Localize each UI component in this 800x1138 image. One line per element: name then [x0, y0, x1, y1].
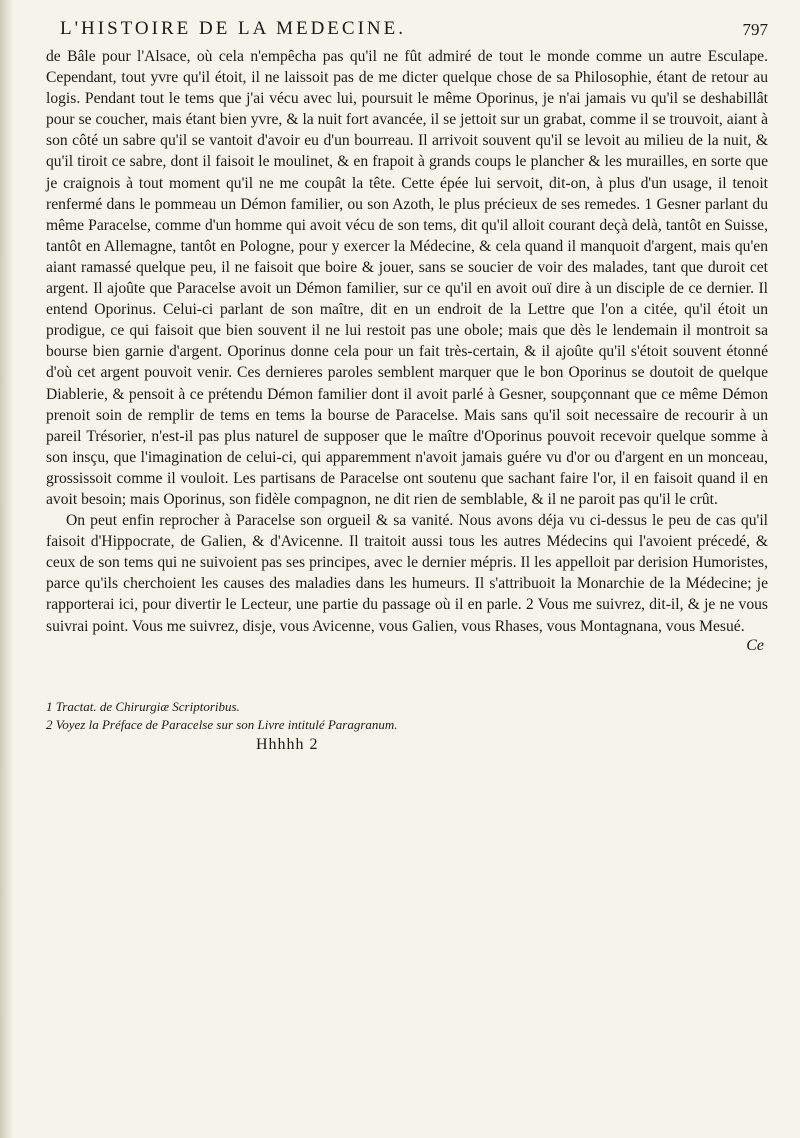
paragraph-oporinus-account: de Bâle pour l'Alsace, où cela n'empêcha pas qu'il ne fût admiré de tout le monde comme un autre Esculape. Cependant, tout yvre qu'il étoit, il ne laissoit pas de me dicter quelque chose de sa Philosophie, étant de retour au logis. Pendant tout le tems que j'ai vécu avec lui, poursuit le même Oporinus, je n'ai jamais vu qu'il se deshabillât pour se coucher, mais étant bien yvre, & la nuit fort avancée, il se jettoit sur un grabat, comme il se trouvoit, aiant à son côté un sabre qu'il se vantoit d'avoir eu d'un bourreau. Il arrivoit souvent qu'il se levoit au milieu de la nuit, & qu'il tiroit ce sabre, dont il faisoit le moulinet, & en frapoit à grands coups le plancher & les murailles, en sorte que je craignois à tout moment qu'il ne me coupât la tête. Cette épée lui servoit, dit-on, à plus d'un usage, il tenoit renfermé dans le pommeau un Démon familier, ou son Azoth, le plus précieux de ses remedes. 1 Gesner parlant du même Paracelse, comme d'un homme qui avoit vécu de son tems, dit qu'il alloit courant deçà delà, tantôt en Suisse, tantôt en Allemagne, tantôt en Pologne, pour y exercer la Médecine, & cela quand il manquoit d'argent, mais qu'en aiant ramassé quelque peu, il ne faisoit que boire & jouer, sans se soucier de voir des malades, tant que duroit cet argent. Il ajoûte que Paracelse avoit un Démon familier, sur ce qu'il en avoit ouï dire à un disciple de ce dernier. Il entend Oporinus. Celui-ci parlant de son maître, dit en un endroit de la Lettre que l'on a citée, qu'il étoit un prodigue, ce qui faisoit que bien souvent il ne lui restoit pas une obole; mais que dès le lendemain il montroit sa bourse bien garnie d'argent. Oporinus donne cela pour un fait très-certain, & il ajoûte qu'il s'étoit souvent étonné d'où cet argent pouvoit venir. Ces dernieres paroles semblent marquer que le bon Oporinus se doutoit de quelque Diablerie, & pensoit à ce prétendu Démon familier dont il avoit parlé à Gesner, soupçonnant que ce même Démon prenoit soin de remplir de tems en tems la bourse de Paracelse. Mais sans qu'il soit necessaire de recourir à un pareil Trésorier, n'est-il pas plus naturel de supposer que le maître d'Oporinus pouvoit recevoir quelque somme à son insçu, que l'imagination de celui-ci, qui apparemment n'avoit jamais guére vu d'or ou d'argent en un monceau, grossissoit comme il vouloit. Les partisans de Paracelse ont soutenu que sachant faire l'or, il en faisoit quand il en avoit besoin; mais Oporinus, son fidèle compagnon, ne dit rien de semblable, & il ne paroit pas qu'il le crût. [46, 48, 768, 508]
footnotes [46, 698, 768, 734]
body-text [46, 46, 768, 637]
catchword: Ce [746, 636, 764, 654]
book-page [46, 14, 768, 754]
footnote-2: 2 Voyez la Préface de Paracelse sur son Livre intitulé Paragranum. [46, 716, 398, 732]
running-title: L'HISTOIRE DE LA MEDECINE. [60, 18, 406, 39]
signature-mark: Hhhhh 2 [256, 735, 319, 753]
running-header [46, 14, 768, 44]
page-binding-edge [0, 0, 14, 1138]
footnote-1: 1 Tractat. de Chirurgiæ Scriptoribus. [46, 698, 240, 714]
page-number: 797 [742, 20, 768, 39]
paragraph-paracelse-vanity: On peut enfin reprocher à Paracelse son orgueil & sa vanité. Nous avons déja vu ci-dessus le peu de cas qu'il faisoit d'Hippocrate, de Galien, & d'Avicenne. Il traitoit aussi tous les autres Médecins qui l'avoient précedé, & ceux de son tems qui ne suivoient pas ses principes, avec le dernier mépris. Il les appelloit par derision Humoristes, parce qu'ils cherchoient les causes des maladies dans les humeurs. Il s'attribuoit la Monarchie de la Médecine; je rapporterai ici, pour divertir le Lecteur, une partie du passage où il en parle. 2 Vous me suivrez, dit-il, & je ne vous suivrai point. Vous me suivrez, disje, vous Avicenne, vous Galien, vous Rhases, vous Montagnana, vous Mesué. [46, 512, 768, 635]
